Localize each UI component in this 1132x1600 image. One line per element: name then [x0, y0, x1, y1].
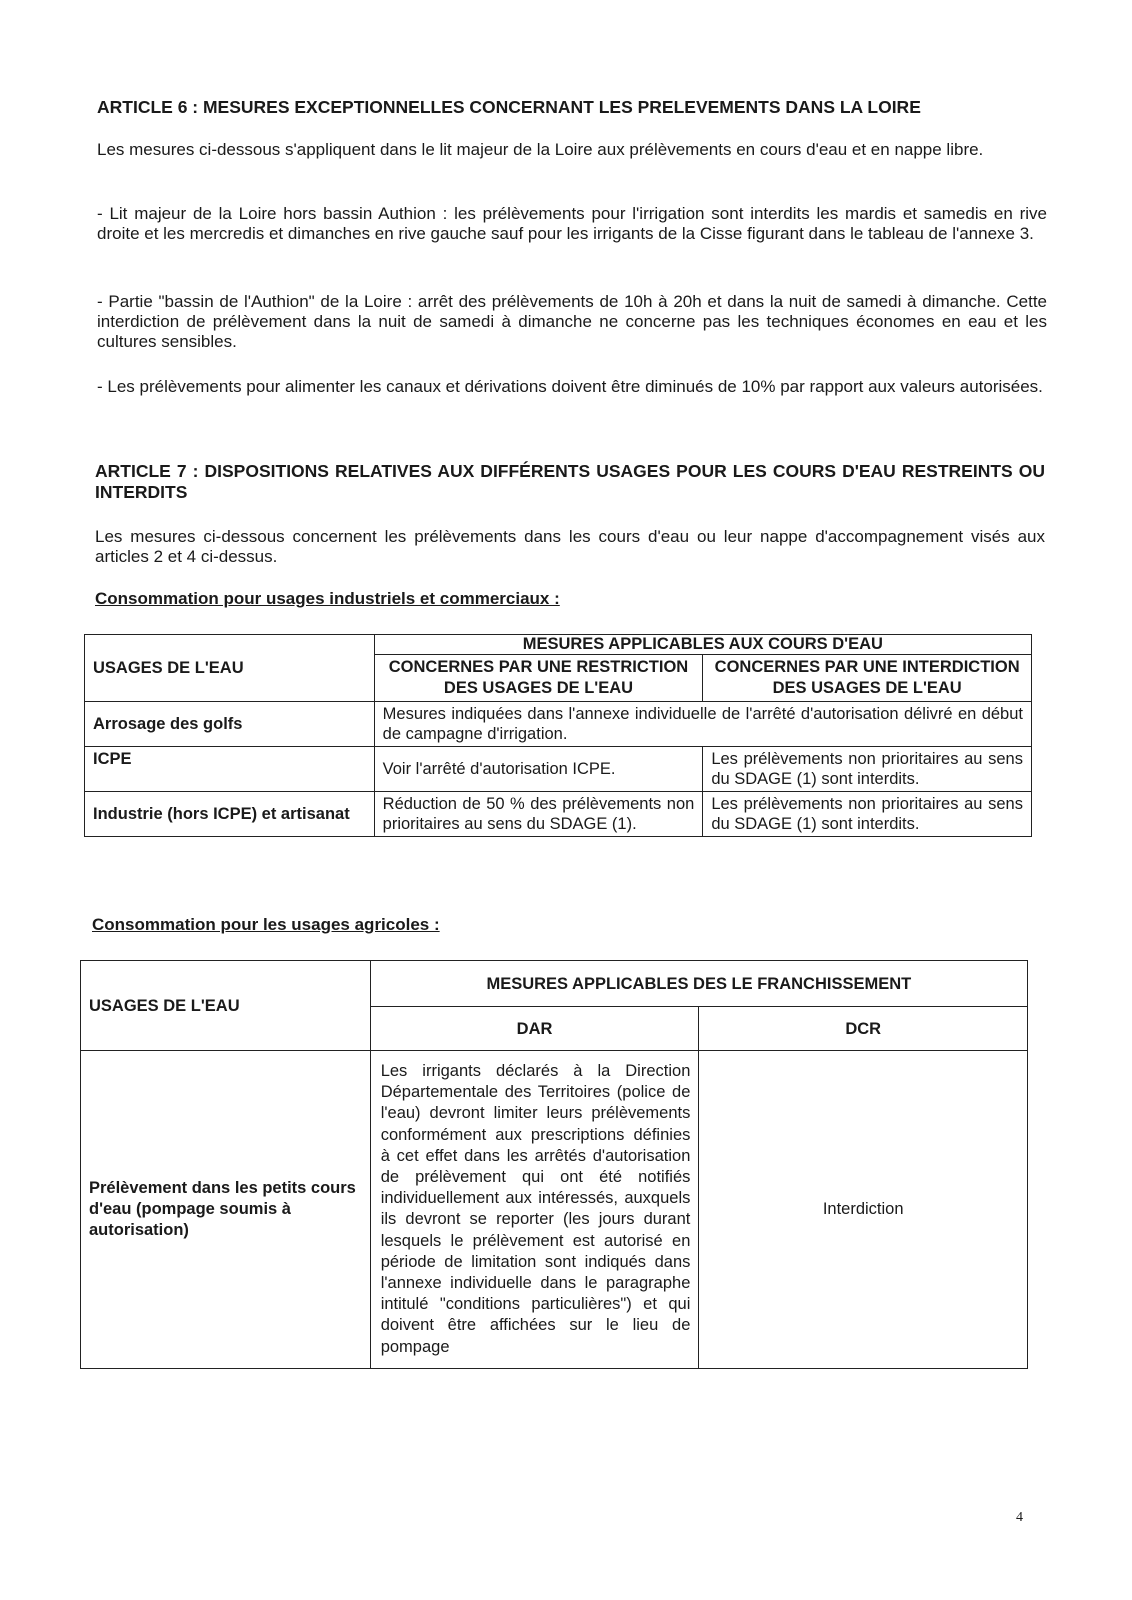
- table-1-row-1-mesure: Mesures indiquées dans l'annexe individuelle de l'arrêté d'autorisation délivré en début de campagne d'irrigation.: [374, 702, 1031, 747]
- table-2-heading: Consommation pour les usages agricoles :: [92, 915, 440, 934]
- table-2-header-dar: DAR: [370, 1007, 699, 1051]
- table-1-header-mesures: MESURES APPLICABLES AUX COURS D'EAU: [374, 635, 1031, 655]
- table-1-heading: Consommation pour usages industriels et commerciaux :: [95, 589, 560, 608]
- table-2-row-1-dcr: Interdiction: [699, 1051, 1028, 1369]
- article-7-title: ARTICLE 7 : DISPOSITIONS RELATIVES AUX DIFFÉRENTS USAGES POUR LES COURS D'EAU RESTREINTS OU INTERDITS: [95, 461, 1045, 502]
- table-1-row-3-interdiction: Les prélèvements non prioritaires au sens du SDAGE (1) sont interdits.: [703, 792, 1032, 837]
- table-2-row-1-usage: Prélèvement dans les petits cours d'eau (pompage soumis à autorisation): [81, 1051, 371, 1369]
- table-2-header-dcr: DCR: [699, 1007, 1028, 1051]
- article-6-item-3: - Les prélèvements pour alimenter les canaux et dérivations doivent être diminués de 10% par rapport aux valeurs autorisées.: [97, 377, 1043, 396]
- article-6-item-1: - Lit majeur de la Loire hors bassin Authion : les prélèvements pour l'irrigation sont interdits les mardis et samedis en rive droite et les mercredis et dimanches en rive gauche sauf pour les irrigants de la Cisse figurant dans le tableau de l'annexe 3.: [97, 204, 1047, 243]
- article-6-intro: Les mesures ci-dessous s'appliquent dans le lit majeur de la Loire aux prélèvements en cours d'eau et en nappe libre.: [97, 140, 984, 159]
- table-1-row-2-restriction: Voir l'arrêté d'autorisation ICPE.: [374, 747, 703, 792]
- table-1-row-2-usage: ICPE: [85, 747, 375, 792]
- article-7-intro: Les mesures ci-dessous concernent les prélèvements dans les cours d'eau ou leur nappe d'accompagnement visés aux articles 2 et 4 ci-dessus.: [95, 527, 1045, 566]
- table-1-row-3-usage: Industrie (hors ICPE) et artisanat: [85, 792, 375, 837]
- table-1-header-restriction: CONCERNES PAR UNE RESTRICTION DES USAGES DE L'EAU: [374, 655, 703, 702]
- table-1-row-1-usage: Arrosage des golfs: [85, 702, 375, 747]
- page-number: 4: [1016, 1510, 1023, 1525]
- table-1-row-2-interdiction: Les prélèvements non prioritaires au sens du SDAGE (1) sont interdits.: [703, 747, 1032, 792]
- industrial-usage-table: [84, 634, 1032, 837]
- table-2-row-1-dar: Les irrigants déclarés à la Direction Départementale des Territoires (police de l'eau) devront limiter leurs prélèvements conformément aux prescriptions définies à cet effet dans les arrêtés d'autorisation de prélèvement qui ont été notifiés individuellement aux intéressés, auxquels ils devront se reporter (les jours durant lesquels le prélèvement est autorisé en période de limitation sont indiqués dans l'annexe individuelle dans le paragraphe intitulé "conditions particulières") et qui doivent être affichées sur le lieu de pompage: [370, 1051, 699, 1369]
- table-2-header-usages: USAGES DE L'EAU: [81, 961, 371, 1051]
- article-6-title: ARTICLE 6 : MESURES EXCEPTIONNELLES CONCERNANT LES PRELEVEMENTS DANS LA LOIRE: [97, 97, 921, 117]
- table-1-header-interdiction: CONCERNES PAR UNE INTERDICTION DES USAGES DE L'EAU: [703, 655, 1032, 702]
- table-1-row-3-restriction: Réduction de 50 % des prélèvements non prioritaires au sens du SDAGE (1).: [374, 792, 703, 837]
- agricultural-usage-table: [80, 960, 1028, 1369]
- table-2-header-mesures: MESURES APPLICABLES DES LE FRANCHISSEMENT: [370, 961, 1027, 1007]
- article-6-item-2: - Partie "bassin de l'Authion" de la Loire : arrêt des prélèvements de 10h à 20h et dans la nuit de samedi à dimanche. Cette interdiction de prélèvement dans la nuit de samedi à dimanche ne concerne pas les techniques économes en eau et les cultures sensibles.: [97, 292, 1047, 351]
- table-1-header-usages: USAGES DE L'EAU: [85, 635, 375, 702]
